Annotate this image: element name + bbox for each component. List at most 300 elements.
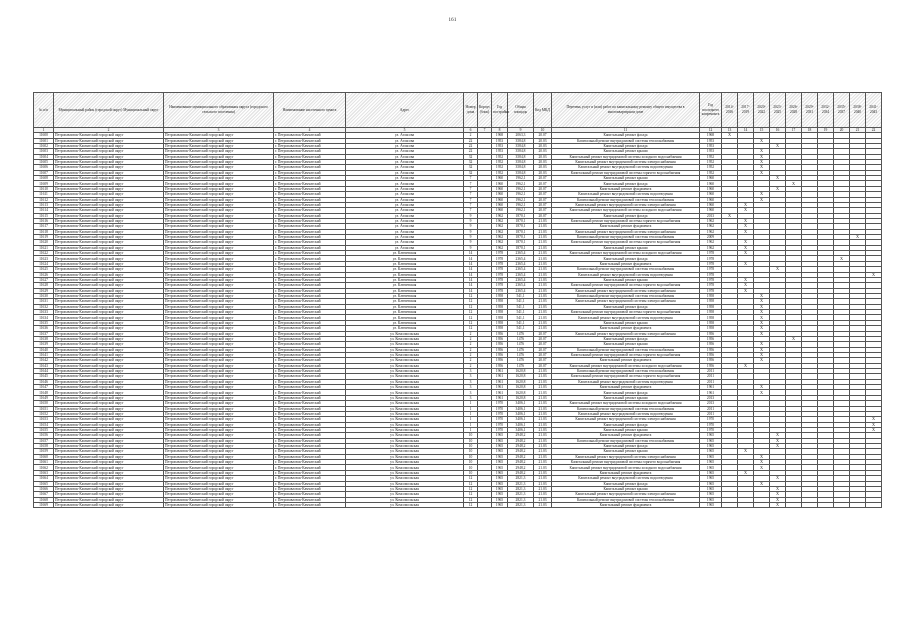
house-number-cell: 12 xyxy=(464,326,478,331)
last-repair-year-cell: 1968 xyxy=(700,133,722,138)
mkd-code-cell: 21.03 xyxy=(534,438,552,443)
area-cell: 3584,8 xyxy=(508,170,534,175)
municipality-cell: Петропавловск-Камчатский городской округ xyxy=(164,149,274,154)
work-type-cell: Капитальный ремонт внутридомовой системы электроснабжения xyxy=(552,299,700,304)
last-repair-year-cell: 1958 xyxy=(700,310,722,315)
address-cell: ул. Атласова xyxy=(346,224,464,229)
work-type-cell: Капитальный ремонт фасада xyxy=(552,181,700,186)
work-type-cell: Капитальный ремонт внутридомовой системы холодного водоснабжения xyxy=(552,401,700,406)
area-cell: 1962,1 xyxy=(508,208,534,213)
column-header: 2023-2025 xyxy=(770,93,786,128)
mkd-code-cell: 20.03 xyxy=(534,149,552,154)
build-year-cell: 1953 xyxy=(492,143,508,148)
area-cell: 1620,8 xyxy=(508,374,534,379)
mkd-code-cell: 20.07 xyxy=(534,347,552,352)
house-number-cell: 3 xyxy=(464,385,478,390)
address-cell: ул. Атласова xyxy=(346,149,464,154)
district-cell: Петропавловск-Камчатский городской округ xyxy=(54,352,164,357)
work-type-cell: Капитальный ремонт внутридомовой системы горячего водоснабжения xyxy=(552,352,700,357)
last-repair-year-cell: 1965 xyxy=(700,433,722,438)
municipality-cell: Петропавловск-Камчатский городской округ xyxy=(164,245,274,250)
settlement-cell: г. Петропавловск-Камчатский xyxy=(274,310,346,315)
mkd-code-cell: 21.03 xyxy=(534,427,552,432)
house-number-cell: 7 xyxy=(464,202,478,207)
area-cell: 1620,8 xyxy=(508,379,534,384)
address-cell: ул. Атласова xyxy=(346,181,464,186)
column-header: Муниципальный район (городской округ) Муниципальный округ xyxy=(54,93,164,128)
work-type-cell: Капитальный ремонт фундамента xyxy=(552,433,700,438)
period-cell: X xyxy=(754,293,770,298)
house-number-cell: 2 xyxy=(464,363,478,368)
row-number: 11660 xyxy=(34,454,54,459)
address-cell: ул. Атласова xyxy=(346,208,464,213)
build-year-cell: 1970 xyxy=(492,422,508,427)
mkd-code-cell: 20.07 xyxy=(534,186,552,191)
municipality-cell: Петропавловск-Камчатский городской округ xyxy=(164,427,274,432)
municipality-cell: Петропавловск-Камчатский городской округ xyxy=(164,390,274,395)
house-number-cell: 12 xyxy=(464,481,478,486)
district-cell: Петропавловск-Камчатский городской округ xyxy=(54,438,164,443)
period-cell: X xyxy=(770,486,786,491)
period-cell: X xyxy=(738,245,754,250)
address-cell: ул. Ключевская xyxy=(346,267,464,272)
address-cell: ул. Комсомольская xyxy=(346,379,464,384)
build-year-cell: 1958 xyxy=(492,326,508,331)
area-cell: 1962,1 xyxy=(508,202,534,207)
house-number-cell: 12 xyxy=(464,486,478,491)
work-type-cell: Капитальный ремонт фасада xyxy=(552,304,700,309)
mkd-code-cell: 20.07 xyxy=(534,363,552,368)
mkd-code-cell: 21.03 xyxy=(534,454,552,459)
period-cell: X xyxy=(754,160,770,165)
mkd-code-cell: 21.03 xyxy=(534,277,552,282)
last-repair-year-cell: 2011 xyxy=(700,406,722,411)
column-number: 1 xyxy=(34,128,54,133)
district-cell: Петропавловск-Камчатский городской округ xyxy=(54,401,164,406)
district-cell: Петропавловск-Камчатский городской округ xyxy=(54,245,164,250)
area-cell: 3406,1 xyxy=(508,411,534,416)
last-repair-year-cell: 1962 xyxy=(700,218,722,223)
address-cell: ул. Атласова xyxy=(346,197,464,202)
build-year-cell: 1962 xyxy=(492,245,508,250)
address-cell: ул. Ключевская xyxy=(346,320,464,325)
mkd-code-cell: 20.07 xyxy=(534,181,552,186)
period-cell: X xyxy=(754,385,770,390)
column-header: Корпус (блок) xyxy=(478,93,492,128)
municipality-cell: Петропавловск-Камчатский городской округ xyxy=(164,165,274,170)
district-cell: Петропавловск-Камчатский городской округ xyxy=(54,336,164,341)
house-number-cell: 14 xyxy=(464,272,478,277)
work-type-cell: Капитальный ремонт крыши xyxy=(552,395,700,400)
settlement-cell: г. Петропавловск-Камчатский xyxy=(274,181,346,186)
column-number: 7 xyxy=(478,128,492,133)
row-number: 11659 xyxy=(34,449,54,454)
mkd-code-cell: 21.03 xyxy=(534,481,552,486)
build-year-cell: 1956 xyxy=(492,347,508,352)
row-number: 11626 xyxy=(34,272,54,277)
house-number-cell: 9 xyxy=(464,245,478,250)
mkd-code-cell: 20.03 xyxy=(534,170,552,175)
row-number: 11610 xyxy=(34,186,54,191)
district-cell: Петропавловск-Камчатский городской округ xyxy=(54,251,164,256)
address-cell: ул. Комсомольская xyxy=(346,449,464,454)
last-repair-year-cell: 1956 xyxy=(700,347,722,352)
last-repair-year-cell: 1958 xyxy=(700,326,722,331)
work-type-cell: Капитальный ремонт внутридомовой системы электроснабжения xyxy=(552,229,700,234)
period-cell: X xyxy=(754,481,770,486)
row-number: 11669 xyxy=(34,503,54,508)
work-type-cell: Капитальный ремонт внутридомовой системы холодного водоснабжения xyxy=(552,251,700,256)
row-number: 11608 xyxy=(34,176,54,181)
row-number: 11650 xyxy=(34,401,54,406)
mkd-code-cell: 21.03 xyxy=(534,476,552,481)
last-repair-year-cell: 1953 xyxy=(700,149,722,154)
municipality-cell: Петропавловск-Камчатский городской округ xyxy=(164,438,274,443)
work-type-cell: Капитальный ремонт внутридомовой системы электроснабжения xyxy=(552,454,700,459)
work-type-cell: Капитальный ремонт внутридомовой системы теплоснабжения xyxy=(552,138,700,143)
mkd-code-cell: 20.07 xyxy=(534,192,552,197)
column-header: Код МКД xyxy=(534,93,552,128)
work-type-cell: Капитальный ремонт фасада xyxy=(552,143,700,148)
work-type-cell: Капитальный ремонт внутридомовой системы теплоснабжения xyxy=(552,267,700,272)
build-year-cell: 1965 xyxy=(492,460,508,465)
house-number-cell: 3 xyxy=(464,395,478,400)
period-cell xyxy=(754,503,770,508)
work-type-cell: Капитальный ремонт внутридомовой системы электроснабжения xyxy=(552,202,700,207)
settlement-cell: г. Петропавловск-Камчатский xyxy=(274,411,346,416)
mkd-code-cell: 21.03 xyxy=(534,235,552,240)
last-repair-year-cell: 2013 xyxy=(700,395,722,400)
address-cell: ул. Комсомольская xyxy=(346,438,464,443)
work-type-cell: Капитальный ремонт фасада xyxy=(552,336,700,341)
municipality-cell: Петропавловск-Камчатский городской округ xyxy=(164,251,274,256)
municipality-cell: Петропавловск-Камчатский городской округ xyxy=(164,218,274,223)
last-repair-year-cell: 1970 xyxy=(700,422,722,427)
period-cell: X xyxy=(770,267,786,272)
district-cell: Петропавловск-Камчатский городской округ xyxy=(54,143,164,148)
house-number-cell: 14 xyxy=(464,277,478,282)
municipality-cell: Петропавловск-Камчатский городской округ xyxy=(164,347,274,352)
address-cell: ул. Ключевская xyxy=(346,277,464,282)
mkd-code-cell: 21.03 xyxy=(534,310,552,315)
area-cell: 2821,3 xyxy=(508,503,534,508)
last-repair-year-cell: 1960 xyxy=(700,202,722,207)
period-cell: X xyxy=(738,277,754,282)
row-number: 11651 xyxy=(34,406,54,411)
municipality-cell: Петропавловск-Камчатский городской округ xyxy=(164,497,274,502)
period-cell: X xyxy=(866,272,882,277)
address-cell: ул. Ключевская xyxy=(346,315,464,320)
build-year-cell: 1965 xyxy=(492,492,508,497)
house-number-cell: 32 xyxy=(464,170,478,175)
area-cell: 1476 xyxy=(508,358,534,363)
mkd-code-cell: 20.03 xyxy=(534,165,552,170)
house-number-cell: 12 xyxy=(464,304,478,309)
period-cell: X xyxy=(834,256,850,261)
house-number-cell: 32 xyxy=(464,160,478,165)
settlement-cell: г. Петропавловск-Камчатский xyxy=(274,240,346,245)
last-repair-year-cell: 2011 xyxy=(700,369,722,374)
build-year-cell: 1965 xyxy=(492,433,508,438)
area-cell: 1962,1 xyxy=(508,181,534,186)
district-cell: Петропавловск-Камчатский городской округ xyxy=(54,503,164,508)
build-year-cell: 1952 xyxy=(492,170,508,175)
period-cell: X xyxy=(738,229,754,234)
municipality-cell: Петропавловск-Камчатский городской округ xyxy=(164,422,274,427)
settlement-cell: г. Петропавловск-Камчатский xyxy=(274,192,346,197)
area-cell: 1870,1 xyxy=(508,245,534,250)
row-number: 11663 xyxy=(34,470,54,475)
row-number: 11636 xyxy=(34,326,54,331)
period-cell: X xyxy=(754,342,770,347)
house-number-cell: 32 xyxy=(464,165,478,170)
build-year-cell: 1962 xyxy=(492,235,508,240)
area-cell: 2948,2 xyxy=(508,444,534,449)
address-cell: ул. Комсомольская xyxy=(346,390,464,395)
work-type-cell: Капитальный ремонт внутридомовой системы электроснабжения xyxy=(552,160,700,165)
house-number-cell: 12 xyxy=(464,320,478,325)
district-cell: Петропавловск-Камчатский городской округ xyxy=(54,379,164,384)
settlement-cell: г. Петропавловск-Камчатский xyxy=(274,176,346,181)
row-number: 11620 xyxy=(34,240,54,245)
area-cell: 3406,1 xyxy=(508,422,534,427)
period-cell: X xyxy=(754,454,770,459)
last-repair-year-cell: 1965 xyxy=(700,449,722,454)
house-number-cell: 14 xyxy=(464,256,478,261)
mkd-code-cell: 21.03 xyxy=(534,379,552,384)
district-cell: Петропавловск-Камчатский городской округ xyxy=(54,476,164,481)
work-type-cell: Капитальный ремонт внутридомовой системы теплоснабжения xyxy=(552,497,700,502)
settlement-cell: г. Петропавловск-Камчатский xyxy=(274,401,346,406)
last-repair-year-cell: 1965 xyxy=(700,444,722,449)
period-cell: X xyxy=(722,133,738,138)
area-cell: 1870,1 xyxy=(508,240,534,245)
build-year-cell: 1965 xyxy=(492,476,508,481)
municipality-cell: Петропавловск-Камчатский городской округ xyxy=(164,186,274,191)
mkd-code-cell: 21.03 xyxy=(534,293,552,298)
house-number-cell: 22 xyxy=(464,149,478,154)
district-cell: Петропавловск-Камчатский городской округ xyxy=(54,347,164,352)
build-year-cell: 1970 xyxy=(492,411,508,416)
house-number-cell: 12 xyxy=(464,293,478,298)
last-repair-year-cell: 1978 xyxy=(700,283,722,288)
mkd-code-cell: 21.03 xyxy=(534,288,552,293)
settlement-cell: г. Петропавловск-Камчатский xyxy=(274,213,346,218)
period-cell: X xyxy=(770,497,786,502)
mkd-code-cell: 21.03 xyxy=(534,497,552,502)
area-cell: 1476 xyxy=(508,342,534,347)
period-cell: X xyxy=(770,503,786,508)
district-cell: Петропавловск-Камчатский городской округ xyxy=(54,160,164,165)
build-year-cell: 1958 xyxy=(492,299,508,304)
build-year-cell: 1965 xyxy=(492,486,508,491)
last-repair-year-cell: 1962 xyxy=(700,229,722,234)
municipality-cell: Петропавловск-Камчатский городской округ xyxy=(164,208,274,213)
area-cell: 2365,4 xyxy=(508,277,534,282)
area-cell: 2821,3 xyxy=(508,481,534,486)
house-number-cell: 10 xyxy=(464,465,478,470)
house-number-cell: 14 xyxy=(464,283,478,288)
last-repair-year-cell: 1956 xyxy=(700,358,722,363)
period-cell: X xyxy=(770,476,786,481)
row-number: 11658 xyxy=(34,444,54,449)
mkd-code-cell: 21.03 xyxy=(534,385,552,390)
last-repair-year-cell: 1962 xyxy=(700,240,722,245)
work-type-cell: Капитальный ремонт внутридомовой системы горячего водоснабжения xyxy=(552,460,700,465)
last-repair-year-cell: 1956 xyxy=(700,363,722,368)
work-type-cell: Капитальный ремонт внутридомовой системы горячего водоснабжения xyxy=(552,310,700,315)
build-year-cell: 1953 xyxy=(492,138,508,143)
last-repair-year-cell: 1965 xyxy=(700,460,722,465)
row-number: 11634 xyxy=(34,315,54,320)
mkd-code-cell: 21.03 xyxy=(534,433,552,438)
settlement-cell: г. Петропавловск-Камчатский xyxy=(274,149,346,154)
house-number-cell: 9 xyxy=(464,218,478,223)
row-number: 11647 xyxy=(34,385,54,390)
work-type-cell: Капитальный ремонт фундамента xyxy=(552,385,700,390)
settlement-cell: г. Петропавловск-Камчатский xyxy=(274,374,346,379)
row-number: 11665 xyxy=(34,481,54,486)
settlement-cell: г. Петропавловск-Камчатский xyxy=(274,417,346,422)
row-number: 11646 xyxy=(34,379,54,384)
build-year-cell: 1956 xyxy=(492,358,508,363)
district-cell: Петропавловск-Камчатский городской округ xyxy=(54,229,164,234)
mkd-code-cell: 21.03 xyxy=(534,218,552,223)
row-number: 11649 xyxy=(34,395,54,400)
period-cell: X xyxy=(786,336,802,341)
settlement-cell: г. Петропавловск-Камчатский xyxy=(274,395,346,400)
last-repair-year-cell: 1965 xyxy=(700,486,722,491)
municipality-cell: Петропавловск-Камчатский городской округ xyxy=(164,229,274,234)
area-cell: 541,1 xyxy=(508,326,534,331)
mkd-code-cell: 20.07 xyxy=(534,358,552,363)
column-header: Номер дома xyxy=(464,93,478,128)
address-cell: ул. Комсомольская xyxy=(346,401,464,406)
work-type-cell: Капитальный ремонт фундамента xyxy=(552,503,700,508)
build-year-cell: 1978 xyxy=(492,267,508,272)
house-number-cell: 14 xyxy=(464,267,478,272)
period-cell: X xyxy=(754,390,770,395)
last-repair-year-cell: 1965 xyxy=(700,476,722,481)
address-cell: ул. Комсомольская xyxy=(346,395,464,400)
build-year-cell: 1978 xyxy=(492,277,508,282)
district-cell: Петропавловск-Камчатский городской округ xyxy=(54,449,164,454)
work-type-cell: Капитальный ремонт крыши xyxy=(552,320,700,325)
work-type-cell: Капитальный ремонт внутридомовой системы горячего водоснабжения xyxy=(552,240,700,245)
district-cell: Петропавловск-Камчатский городской округ xyxy=(54,192,164,197)
address-cell: ул. Комсомольская xyxy=(346,347,464,352)
mkd-code-cell: 21.03 xyxy=(534,486,552,491)
period-cell: X xyxy=(770,433,786,438)
row-number: 11638 xyxy=(34,336,54,341)
municipality-cell: Петропавловск-Камчатский городской округ xyxy=(164,277,274,282)
municipality-cell: Петропавловск-Камчатский городской округ xyxy=(164,213,274,218)
column-number: 13 xyxy=(722,128,738,133)
settlement-cell: г. Петропавловск-Камчатский xyxy=(274,449,346,454)
build-year-cell: 1970 xyxy=(492,417,508,422)
address-cell: ул. Атласова xyxy=(346,240,464,245)
address-cell: ул. Ключевская xyxy=(346,256,464,261)
municipality-cell: Петропавловск-Камчатский городской округ xyxy=(164,143,274,148)
mkd-code-cell: 21.03 xyxy=(534,374,552,379)
district-cell: Петропавловск-Камчатский городской округ xyxy=(54,486,164,491)
work-type-cell: Капитальный ремонт внутридомовой системы теплоснабжения xyxy=(552,293,700,298)
work-type-cell: Капитальный ремонт фасада xyxy=(552,256,700,261)
settlement-cell: г. Петропавловск-Камчатский xyxy=(274,470,346,475)
address-cell: ул. Ключевская xyxy=(346,251,464,256)
build-year-cell: 1961 xyxy=(492,374,508,379)
settlement-cell: г. Петропавловск-Камчатский xyxy=(274,385,346,390)
period-cell: X xyxy=(754,154,770,159)
area-cell: 2365,4 xyxy=(508,256,534,261)
mkd-code-cell: 21.03 xyxy=(534,320,552,325)
area-cell: 541,1 xyxy=(508,310,534,315)
municipality-cell: Петропавловск-Камчатский городской округ xyxy=(164,283,274,288)
address-cell: ул. Комсомольская xyxy=(346,374,464,379)
house-number-cell: 2 xyxy=(464,336,478,341)
municipality-cell: Петропавловск-Камчатский городской округ xyxy=(164,224,274,229)
last-repair-year-cell: 1960 xyxy=(700,186,722,191)
address-cell: ул. Атласова xyxy=(346,138,464,143)
settlement-cell: г. Петропавловск-Камчатский xyxy=(274,143,346,148)
area-cell: 2948,2 xyxy=(508,460,534,465)
row-number: 11637 xyxy=(34,331,54,336)
address-cell: ул. Атласова xyxy=(346,229,464,234)
settlement-cell: г. Петропавловск-Камчатский xyxy=(274,202,346,207)
work-type-cell: Капитальный ремонт внутридомовой системы теплоснабжения xyxy=(552,406,700,411)
last-repair-year-cell: 1978 xyxy=(700,272,722,277)
settlement-cell: г. Петропавловск-Камчатский xyxy=(274,427,346,432)
period-cell: X xyxy=(738,470,754,475)
area-cell: 3584,8 xyxy=(508,165,534,170)
house-number-cell: 10 xyxy=(464,444,478,449)
house-number-cell: 10 xyxy=(464,454,478,459)
mkd-code-cell: 21.03 xyxy=(534,251,552,256)
district-cell: Петропавловск-Камчатский городской округ xyxy=(54,363,164,368)
municipality-cell: Петропавловск-Камчатский городской округ xyxy=(164,449,274,454)
address-cell: ул. Комсомольская xyxy=(346,336,464,341)
house-number-cell: 2 xyxy=(464,331,478,336)
mkd-code-cell: 20.07 xyxy=(534,352,552,357)
last-repair-year-cell: 1965 xyxy=(700,438,722,443)
area-cell: 2821,3 xyxy=(508,486,534,491)
column-number: 9 xyxy=(508,128,534,133)
mkd-code-cell: 21.03 xyxy=(534,395,552,400)
row-number: 11641 xyxy=(34,352,54,357)
settlement-cell: г. Петропавловск-Камчатский xyxy=(274,433,346,438)
district-cell: Петропавловск-Камчатский городской округ xyxy=(54,154,164,159)
address-cell: ул. Атласова xyxy=(346,245,464,250)
address-cell: ул. Комсомольская xyxy=(346,417,464,422)
house-number-cell: 7 xyxy=(464,176,478,181)
address-cell: ул. Комсомольская xyxy=(346,444,464,449)
work-type-cell: Капитальный ремонт внутридомовой системы электроснабжения xyxy=(552,417,700,422)
column-number: 18 xyxy=(802,128,818,133)
column-number: 8 xyxy=(492,128,508,133)
municipality-cell: Петропавловск-Камчатский городской округ xyxy=(164,492,274,497)
work-type-cell: Капитальный ремонт фундамента xyxy=(552,470,700,475)
settlement-cell: г. Петропавловск-Камчатский xyxy=(274,465,346,470)
address-cell: ул. Атласова xyxy=(346,218,464,223)
build-year-cell: 1956 xyxy=(492,336,508,341)
settlement-cell: г. Петропавловск-Камчатский xyxy=(274,133,346,138)
row-number: 11600 xyxy=(34,133,54,138)
column-header: 2041-2043 xyxy=(866,93,882,128)
settlement-cell: г. Петропавловск-Камчатский xyxy=(274,138,346,143)
period-cell xyxy=(866,503,882,508)
work-type-cell: Капитальный ремонт внутридомовой системы горячего водоснабжения xyxy=(552,170,700,175)
house-number-cell: 9 xyxy=(464,229,478,234)
